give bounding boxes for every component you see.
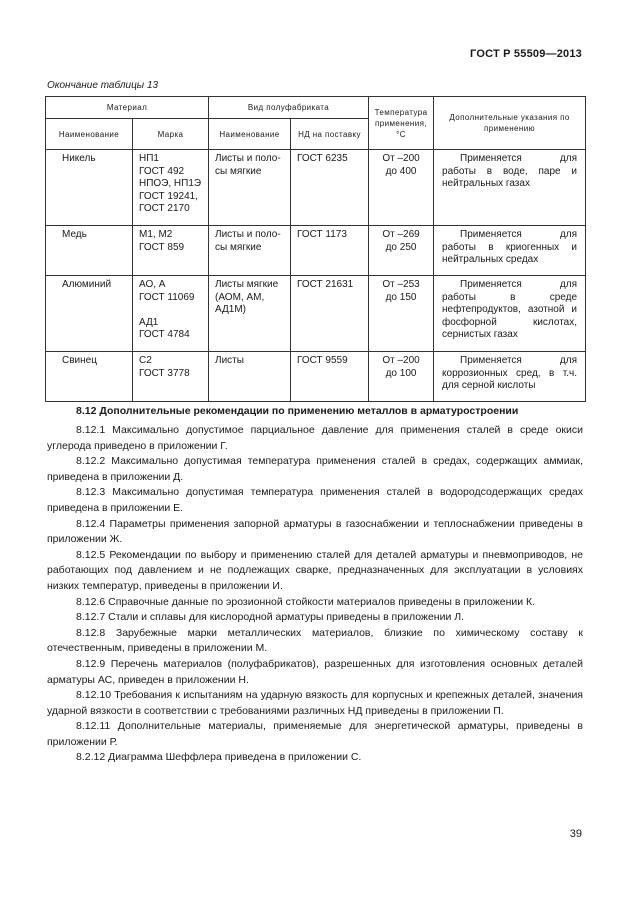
cell-semi-product — [209, 352, 291, 402]
cell-line: Листы и поло- — [215, 153, 281, 164]
paragraph: 8.12.5 Рекомендации по выбору и применению сталей для деталей арматуры и пневмоприводов, не работающих под давлением и не подлежащих сварке, предназначенных для эксплуатации в условиях низких температур, приведены в приложении И. — [47, 548, 583, 592]
cell-line: ГОСТ 859 — [139, 241, 185, 253]
paragraph: 8.12.8 Зарубежные марки металлических материалов, близкие по химическому составу к отечественным, приведены в приложении М. — [47, 626, 583, 655]
table-row — [46, 226, 586, 276]
cell-material-name: Алюминий — [46, 276, 133, 352]
table-row — [46, 276, 586, 352]
paragraph: 8.12.11 Дополнительные материалы, применяемые для энергетической арматуры, приведены в приложении Р. — [47, 720, 583, 748]
cell-line: Листы мягкие — [215, 279, 279, 290]
cell-nd: ГОСТ 6235 — [291, 150, 369, 226]
header-material: Материал — [46, 97, 209, 119]
cell-line: НПОЭ, НП1Э — [139, 178, 202, 189]
cell-line: сы мягкие — [215, 241, 262, 253]
cell-line: От –253 — [382, 279, 420, 290]
cell-material-name: Никель — [46, 150, 133, 226]
materials-table — [45, 96, 586, 402]
paragraph: 8.12.3 Максимально допустимая температура применения сталей в водородсодержащих средах приведена в приложении Е. — [47, 486, 583, 514]
cell-line: до 150 — [385, 291, 417, 303]
cell-line: От –200 — [382, 153, 420, 164]
cell-grade — [133, 276, 209, 352]
header-temperature: Температура применения, °С — [369, 97, 434, 150]
cell-line: до 250 — [385, 241, 417, 253]
cell-material-name: Медь — [46, 226, 133, 276]
paragraph: 8.12.9 Перечень материалов (полуфабрикатов), разрешенных для изготовления основных деталей арматуры АС, приведен в приложении Н. — [47, 657, 583, 686]
cell-note — [434, 352, 586, 402]
cell-grade — [133, 352, 209, 402]
cell-line: ГОСТ 11069 — [139, 291, 195, 303]
cell-line — [139, 304, 208, 317]
cell-nd: ГОСТ 21631 — [291, 276, 369, 352]
cell-nd: ГОСТ 9559 — [291, 352, 369, 402]
cell-note — [434, 150, 586, 226]
cell-line: Листы — [215, 355, 244, 366]
document-id: ГОСТ Р 55509—2013 — [470, 48, 582, 60]
paragraph: 8.12.4 Параметры применения запорной арматуры в газоснабжении и теплоснабжении приведены в приложении Ж. — [47, 517, 583, 546]
cell-line: до 100 — [385, 367, 417, 379]
cell-line: сы мягкие — [215, 165, 262, 177]
note-text: Применяется для работы в среде нефтепродуктов, азотной и фосфорной кислотах, сернистых газах — [442, 279, 578, 340]
section-paragraphs — [47, 423, 583, 766]
note-text: Применяется для работы в воде, паре и нейтральных газах — [442, 153, 578, 189]
cell-temperature — [369, 150, 434, 226]
cell-line: От –269 — [382, 229, 420, 240]
header-notes: Дополнительные указания по применению — [434, 97, 586, 150]
header-name: Наименование — [46, 119, 133, 150]
cell-line: Листы и поло- — [215, 229, 281, 240]
paragraph: 8.12.6 Справочные данные по эрозионной стойкости материалов приведены в приложении К. — [76, 595, 536, 608]
cell-line: до 400 — [385, 165, 417, 177]
cell-semi-product — [209, 276, 291, 352]
note-text: Применяется для коррозионных сред, в т.ч. для серной кислоты — [442, 355, 578, 391]
cell-temperature — [369, 352, 434, 402]
cell-line: ГОСТ 4784 — [139, 329, 190, 340]
cell-line: АО, А — [139, 279, 166, 290]
cell-note — [434, 276, 586, 352]
paragraph: 8.12.10 Требования к испытаниям на ударную вязкость для корпусных и крепежных деталей, значения ударной вязкости в соответствии с требованиями различных НД приведены в приложении П. — [47, 689, 583, 717]
table-caption: Окончание таблицы 13 — [47, 80, 159, 91]
cell-line: (АОМ, АМ, — [215, 291, 265, 303]
cell-semi-product — [209, 150, 291, 226]
cell-note — [434, 226, 586, 276]
page-number: 39 — [569, 828, 582, 840]
cell-temperature — [369, 276, 434, 352]
cell-line: ГОСТ 3778 — [139, 367, 190, 379]
header-nd: НД на поставку — [291, 119, 369, 150]
paragraph: 8.2.12 Диаграмма Шеффлера приведена в приложении С. — [76, 751, 362, 764]
cell-line: АД1 — [139, 316, 159, 328]
cell-line: АД1М) — [215, 304, 247, 315]
cell-material-name: Свинец — [46, 352, 133, 402]
cell-line: С2 — [139, 355, 152, 366]
cell-line: ГОСТ 492 — [139, 165, 185, 177]
header-sp-name: Наименование — [209, 119, 291, 150]
paragraph: 8.12.7 Стали и сплавы для кислородной арматуры приведены в приложении Л. — [76, 611, 465, 624]
cell-line: М1, М2 — [139, 229, 173, 240]
note-text: Применяется для работы в криогенных и нейтральных средах — [442, 229, 578, 265]
table-row — [46, 352, 586, 402]
cell-semi-product — [209, 226, 291, 276]
table-row — [46, 150, 586, 226]
cell-line: ГОСТ 2170 — [139, 203, 190, 214]
cell-grade — [133, 150, 209, 226]
cell-line: НП1 — [139, 153, 159, 164]
header-grade: Марка — [133, 119, 209, 150]
cell-temperature — [369, 226, 434, 276]
paragraph: 8.12.1 Максимально допустимое парциальное давление для применения сталей в среде окиси углерода приведено в приложении Г. — [47, 424, 583, 452]
cell-line: ГОСТ 19241, — [139, 190, 198, 202]
section-title: 8.12 Дополнительные рекомендации по применению металлов в арматуростроении — [76, 405, 519, 417]
paragraph: 8.12.2 Максимально допустимая температура применения сталей в средах, содержащих аммиак, приведена в приложении Д. — [47, 455, 583, 483]
cell-grade — [133, 226, 209, 276]
header-semi-product: Вид полуфабриката — [209, 97, 369, 119]
cell-nd: ГОСТ 1173 — [291, 226, 369, 276]
cell-line: От –200 — [382, 355, 420, 366]
